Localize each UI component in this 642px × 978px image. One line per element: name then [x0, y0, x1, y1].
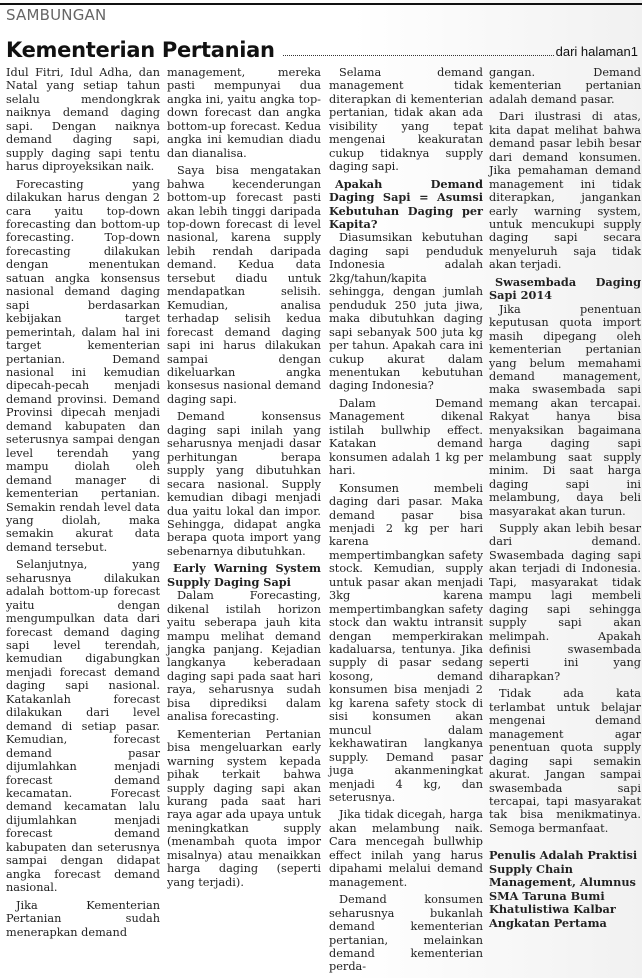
paragraph: Dalam Demand Management dikenal istilah bullwhip effect. Katakan demand konsumen adalah 1 kg per hari.	[329, 396, 483, 478]
article-column-2	[167, 66, 321, 893]
paragraph: Forecasting yang dilakukan harus dengan 2 cara yaitu top-down forecasting dan bottom-up forecasting. Top-down forecasting dilakukan dengan menentukan satuan angka konsensus nasional demand daging sapi berdasarkan kebijakan target pemerintah, dalam hal ini target kementerian pertanian. Demand nasional ini kemudian dipecah-pecah menjadi demand provinsi. Demand Provinsi dipecah menjadi demand kabupaten dan seterusnya sampai dengan level terendah yang mampu diolah oleh demand manager di kementerian pertanian. Semakin rendah level data yang diolah, maka semakin akurat data demand tersebut.	[6, 177, 160, 554]
paragraph: Supply akan lebih besar dari demand. Swasembada daging sapi akan terjadi di Indonesia. Tapi, masyarakat tidak mampu lagi membeli daging sapi sehingga supply sapi akan melimpah. Apakah definisi swasembada seperti ini yang diharapkan?	[489, 521, 641, 683]
paragraph: Demand konsensus daging sapi inilah yang seharusnya menjadi dasar perhitungan berapa supply yang dibutuhkan secara nasional. Supply kemudian dibagi menjadi dua yaitu lokal dan impor. Sehingga, didapat angka berapa quota import yang sebenarnya dibutuhkan.	[167, 410, 321, 558]
subheading: Apakah Demand Daging Sapi = Asumsi Kebutuhan Daging per Kapita?	[329, 176, 483, 231]
paragraph: management, mereka pasti mempunyai dua angka ini, yaitu angka top-down forecast dan angka bottom-up forecast. Kedua angka ini kemudian diadu dan dianalisa.	[167, 66, 321, 160]
article-column-4	[489, 66, 641, 934]
paragraph: Jika Kementerian Pertanian sudah menerapkan demand	[6, 898, 160, 939]
paragraph: Dalam Forecasting, dikenal istilah horizon yaitu seberapa jauh kita mampu melihat demand jangka panjang. Kejadian langkanya keberadaan daging sapi pada saat hari raya, seharusnya sudah bisa diprediksi dalam analisa forecasting.	[167, 589, 321, 724]
paragraph: Saya bisa mengatakan bahwa kecenderungan bottom-up forecast pasti akan lebih tinggi daripada top-down forecast di level nasional, karena supply lebih rendah daripada demand. Kedua data tersebut diadu untuk mendapatkan selisih. Kemudian, analisa terhadap selisih kedua forecast demand daging sapi ini harus dilakukan sampai dengan dikeluarkan angka konsesus nasional demand daging sapi.	[167, 164, 321, 406]
subheading: Swasembada Daging Sapi 2014	[489, 274, 641, 303]
section-label: SAMBUNGAN	[6, 6, 107, 24]
paragraph: Jika tidak dicegah, harga akan melambung naik. Cara mencegah bullwhip effect inilah yang harus dipahami melalui demand management.	[329, 808, 483, 889]
paragraph: Jika penentuan keputusan quota import masih dipegang oleh kementerian pertanian yang belum memahami demand management, maka swasembada sapi memang akan tercapai. Rakyat hanya bisa menyaksikan bagaimana harga daging sapi melambung saat supply minim. Di saat harga daging sapi ini melambung, daya beli masyarakat akan turun.	[489, 302, 641, 518]
article-title: Kementerian Pertanian	[6, 38, 275, 62]
paragraph: Selanjutnya, yang seharusnya dilakukan adalah bottom-up forecast yaitu dengan mengumpulkan data dari forecast demand daging sapi level terendah, kemudian digabungkan menjadi forecast demand daging sapi nasional. Katakanlah forecast dilakukan dari level demand di setiap pasar. Kemudian, forecast demand pasar dijumlahkan menjadi forecast demand kecamatan. Forecast demand kecamatan lalu dijumlahkan menjadi forecast demand kabupaten dan seterusnya sampai dengan didapat angka forecast demand nasional.	[6, 558, 160, 895]
top-rule	[0, 3, 642, 5]
paragraph: Dari ilustrasi di atas, kita dapat melihat bahwa demand pasar lebih besar dari demand konsumen. Jika pemahaman demand management ini tidak diterapkan, jangankan early warning system, untuk mencukupi supply daging sapi secara menyeluruh saja tidak akan terjadi.	[489, 110, 641, 272]
paragraph: Diasumsikan kebutuhan daging sapi penduduk Indonesia adalah 2kg/tahun/kapita sehingga, dengan jumlah penduduk 250 juta jiwa, maka dibutuhkan daging sapi sebanyak 500 juta kg per tahun. Apakah cara ini cukup akurat dalam menentukan kebutuhan daging Indonesia?	[329, 231, 483, 393]
paragraph: Kementerian Pertanian bisa mengeluarkan early warning system kepada pihak terkait bahwa supply daging sapi akan kurang pada saat hari raya agar ada upaya untuk meningkatkan supply (menambah quota impor misalnya) atau menaikkan harga daging (seperti yang terjadi).	[167, 727, 321, 889]
paragraph: gangan. Demand kementerian pertanian adalah demand pasar.	[489, 66, 641, 106]
dotted-leader	[283, 55, 554, 56]
article-column-3	[329, 66, 483, 978]
paragraph: Idul Fitri, Idul Adha, dan Natal yang setiap tahun selalu mendongkrak naiknya demand daging sapi. Dengan naiknya demand daging sapi, supply daging sapi tentu harus diproyeksikan naik.	[6, 66, 160, 174]
continued-from: dari halaman1	[555, 44, 638, 59]
paragraph: Demand konsumen seharusnya bukanlah demand kementerian pertanian, melainkan demand kementerian perda-	[329, 893, 483, 974]
subheading: Early Warning System Supply Daging Sapi	[167, 561, 321, 589]
author-note: Penulis Adalah Praktisi Supply Chain Management, Alumnus SMA Taruna Bumi Khatulistiwa Kalbar Angkatan Pertama	[489, 848, 638, 930]
paragraph: Selama demand management tidak diterapkan di kementerian pertanian, tidak akan ada visibility yang tepat mengenai keakuratan cukup tidaknya supply daging sapi.	[329, 66, 483, 174]
paragraph: Tidak ada kata terlambat untuk belajar mengenai demand management agar penentuan quota supply daging sapi semakin akurat. Jangan sampai swasembada sapi tercapai, tapi masyarakat tak bisa menikmatinya. Semoga bermanfaat.	[489, 687, 641, 835]
paragraph: Konsumen membeli daging dari pasar. Maka demand pasar bisa menjadi 2 kg per hari karena mempertimbangkan safety stock. Kemudian, supply untuk pasar akan menjadi 3kg karena mempertimbangkan safety stock dan waktu intransit dengan memperkirakan kadaluarsa, tentunya. Jika supply di pasar sedang kosong, demand konsumen bisa menjadi 2 kg karena safety stock di sisi konsumen akan muncul dalam kekhawatiran langkanya supply. Demand pasar juga akanmeningkat menjadi 4 kg, dan seterusnya.	[329, 481, 483, 805]
headline-row	[6, 36, 638, 62]
article-column-1	[6, 66, 160, 943]
